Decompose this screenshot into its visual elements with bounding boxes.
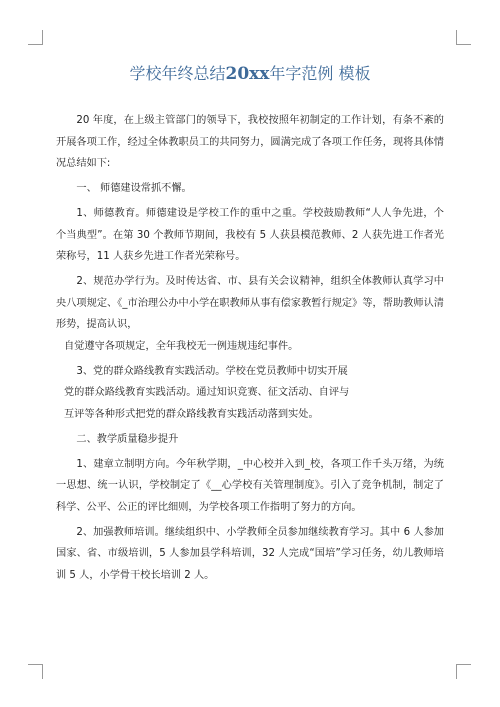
paragraph-standardize-continued: 自觉遵守各项规定，全年我校无一例违规违纪事件。 xyxy=(64,340,299,352)
document-body xyxy=(56,110,444,590)
title-year: 20xx xyxy=(225,64,270,84)
paragraph-teacher-training: 2、加强教师培训。继续组织中、小学教师全员参加继续教育学习。其中 6 人参加国家、省、市级培训，5 人参加县学科培训，32 人完成“国培”学习任务，幼儿教师培训 5 人，小学骨干校长培训 2 人。 xyxy=(56,526,444,581)
section-heading-ethics: 一、 师德建设常抓不懈。 xyxy=(76,183,192,194)
paragraph-mass-line-3: 互评等各种形式把党的群众路线教育实践活动落到实处。 xyxy=(64,408,319,420)
paragraph-standardize-schooling: 2、规范办学行为。及时传达省、市、县有关会议精神，组织全体教师认真学习中央八项规定、《_市治理公办中小学在职教师从事有偿家教暂行规定》等，帮助教师认清形势，提高认识， xyxy=(56,276,444,330)
paragraph-mass-line-1: 3、党的群众路线教育实践活动。学校在党员教师中切实开展 xyxy=(76,365,348,377)
paragraph-rules-direction: 1、建章立制明方向。今年秋学期，_中心校并入到_校，各项工作千头万绪，为统一思想、统一认识，学校制定了《__心学校有关管理制度》。引入了竞争机制，制定了科学、公平、公正的评比细则，为学校各项工作指明了努力的方向。 xyxy=(56,458,444,513)
document-title xyxy=(0,64,500,84)
paragraph-ethics-education: 1、师德教育。师德建设是学校工作的重中之重。学校鼓励教师“人人争先进，个个当典型”。在第 30 个教师节期间，我校有 5 人获县模范教师、2 人获先进工作者光荣称号，11 人获乡先进工作者光荣称号。 xyxy=(56,208,444,262)
crop-mark-bottom-right xyxy=(456,664,471,679)
paragraph-mass-line-2: 党的群众路线教育实践活动。通过知识竞赛、征文活动、自评与 xyxy=(64,387,350,398)
title-suffix: 年字范例 模板 xyxy=(269,64,371,83)
crop-mark-bottom-left xyxy=(28,664,43,679)
paragraph-intro: 20 年度，在上级主管部门的领导下，我校按照年初制定的工作计划，有条不紊的开展各项工作，经过全体教职员工的共同努力，圆满完成了各项工作任务，现将具体情况总结如下: xyxy=(56,115,444,169)
section-heading-quality: 二、教学质量稳步提升 xyxy=(76,433,179,445)
title-prefix: 学校年终总结 xyxy=(129,64,226,83)
crop-mark-top-left xyxy=(28,30,43,45)
crop-mark-top-right xyxy=(456,30,471,45)
